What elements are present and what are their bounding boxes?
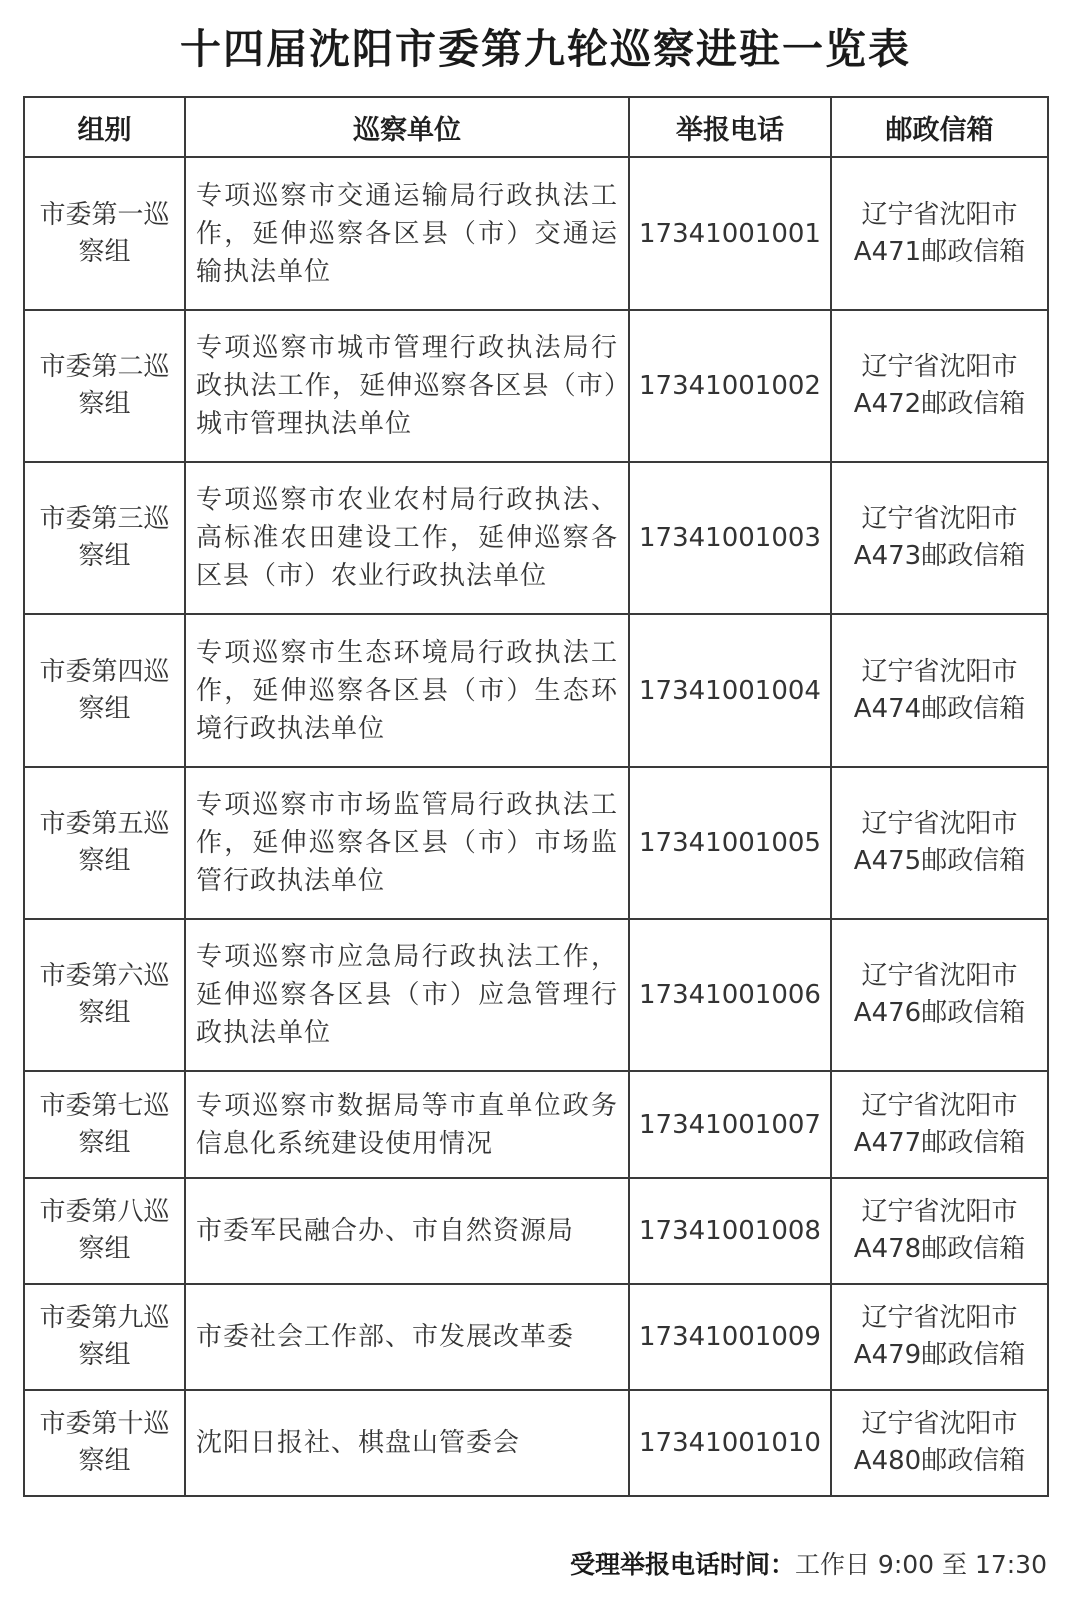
group-cell: 市委第四巡察组 xyxy=(24,614,185,767)
mailbox-cell xyxy=(831,767,1048,919)
header-group: 组别 xyxy=(24,97,185,157)
unit-cell: 专项巡察市应急局行政执法工作，延伸巡察各区县（市）应急管理行政执法单位 xyxy=(185,919,629,1071)
phone-cell: 17341001002 xyxy=(629,310,831,462)
mailbox-line2: A477邮政信箱 xyxy=(853,1127,1026,1158)
mailbox-line2: A474邮政信箱 xyxy=(853,693,1026,724)
unit-cell: 专项巡察市交通运输局行政执法工作，延伸巡察各区县（市）交通运输执法单位 xyxy=(185,157,629,310)
mailbox-line1: 辽宁省沈阳市 xyxy=(861,199,1018,230)
table-header-row xyxy=(24,97,1048,157)
mailbox-cell xyxy=(831,157,1048,310)
table-row xyxy=(24,1178,1048,1284)
phone-cell: 17341001007 xyxy=(629,1071,831,1178)
footer-label: 受理举报电话时间： xyxy=(569,1550,795,1579)
mailbox-line1: 辽宁省沈阳市 xyxy=(861,809,1018,839)
mailbox-line2: A471邮政信箱 xyxy=(853,236,1026,267)
table-row xyxy=(24,1071,1048,1178)
table-row xyxy=(24,462,1048,614)
footer-value: 工作日 9:00 至 17:30 xyxy=(794,1550,1047,1579)
phone-cell: 17341001009 xyxy=(629,1284,831,1390)
group-cell: 市委第七巡察组 xyxy=(24,1071,185,1178)
unit-cell: 专项巡察市农业农村局行政执法、高标准农田建设工作，延伸巡察各区县（市）农业行政执法单位 xyxy=(185,462,629,614)
mailbox-line2: A472邮政信箱 xyxy=(853,389,1026,419)
mailbox-cell xyxy=(831,1071,1048,1178)
group-cell: 市委第二巡察组 xyxy=(24,310,185,462)
unit-cell: 专项巡察市生态环境局行政执法工作，延伸巡察各区县（市）生态环境行政执法单位 xyxy=(185,614,629,767)
mailbox-line2: A473邮政信箱 xyxy=(853,541,1026,571)
mailbox-line2: A478邮政信箱 xyxy=(853,1234,1026,1264)
phone-cell: 17341001001 xyxy=(629,157,831,310)
mailbox-line1: 辽宁省沈阳市 xyxy=(861,961,1018,991)
mailbox-line1: 辽宁省沈阳市 xyxy=(861,1197,1018,1227)
mailbox-line1: 辽宁省沈阳市 xyxy=(861,1409,1018,1439)
mailbox-cell xyxy=(831,310,1048,462)
mailbox-line1: 辽宁省沈阳市 xyxy=(861,352,1018,382)
phone-cell: 17341001008 xyxy=(629,1178,831,1284)
group-cell: 市委第五巡察组 xyxy=(24,767,185,919)
mailbox-line2: A479邮政信箱 xyxy=(853,1340,1026,1370)
phone-cell: 17341001010 xyxy=(629,1390,831,1496)
group-cell: 市委第十巡察组 xyxy=(24,1390,185,1496)
mailbox-line1: 辽宁省沈阳市 xyxy=(861,504,1018,534)
mailbox-line1: 辽宁省沈阳市 xyxy=(861,1090,1018,1121)
table-row xyxy=(24,767,1048,919)
phone-cell: 17341001004 xyxy=(629,614,831,767)
header-phone: 举报电话 xyxy=(629,97,831,157)
unit-cell: 沈阳日报社、棋盘山管委会 xyxy=(185,1390,629,1496)
mailbox-line1: 辽宁省沈阳市 xyxy=(861,656,1018,687)
mailbox-cell xyxy=(831,919,1048,1071)
unit-cell: 专项巡察市数据局等市直单位政务信息化系统建设使用情况 xyxy=(185,1071,629,1178)
mailbox-line2: A475邮政信箱 xyxy=(853,846,1026,876)
table-row xyxy=(24,614,1048,767)
table-row xyxy=(24,1390,1048,1496)
group-cell: 市委第三巡察组 xyxy=(24,462,185,614)
footer-note xyxy=(570,1545,1047,1581)
mailbox-line1: 辽宁省沈阳市 xyxy=(861,1303,1018,1333)
mailbox-cell xyxy=(831,462,1048,614)
group-cell: 市委第六巡察组 xyxy=(24,919,185,1071)
mailbox-line2: A480邮政信箱 xyxy=(853,1446,1026,1476)
table-row xyxy=(24,1284,1048,1390)
group-cell: 市委第九巡察组 xyxy=(24,1284,185,1390)
group-cell: 市委第一巡察组 xyxy=(24,157,185,310)
table-row xyxy=(24,919,1048,1071)
unit-cell: 专项巡察市市场监管局行政执法工作，延伸巡察各区县（市）市场监管行政执法单位 xyxy=(185,767,629,919)
header-unit: 巡察单位 xyxy=(185,97,629,157)
group-cell: 市委第八巡察组 xyxy=(24,1178,185,1284)
unit-cell: 专项巡察市城市管理行政执法局行政执法工作，延伸巡察各区县（市）城市管理执法单位 xyxy=(185,310,629,462)
mailbox-line2: A476邮政信箱 xyxy=(853,998,1026,1028)
inspection-table xyxy=(23,96,1049,1497)
table-row xyxy=(24,310,1048,462)
unit-cell: 市委军民融合办、市自然资源局 xyxy=(185,1178,629,1284)
table-row xyxy=(24,157,1048,310)
mailbox-cell xyxy=(831,1178,1048,1284)
phone-cell: 17341001005 xyxy=(629,767,831,919)
unit-cell: 市委社会工作部、市发展改革委 xyxy=(185,1284,629,1390)
header-mailbox: 邮政信箱 xyxy=(831,97,1048,157)
mailbox-cell xyxy=(831,614,1048,767)
phone-cell: 17341001006 xyxy=(629,919,831,1071)
mailbox-cell xyxy=(831,1390,1048,1496)
phone-cell: 17341001003 xyxy=(629,462,831,614)
mailbox-cell xyxy=(831,1284,1048,1390)
page-title: 十四届沈阳市委第九轮巡察进驻一览表 xyxy=(180,25,911,73)
